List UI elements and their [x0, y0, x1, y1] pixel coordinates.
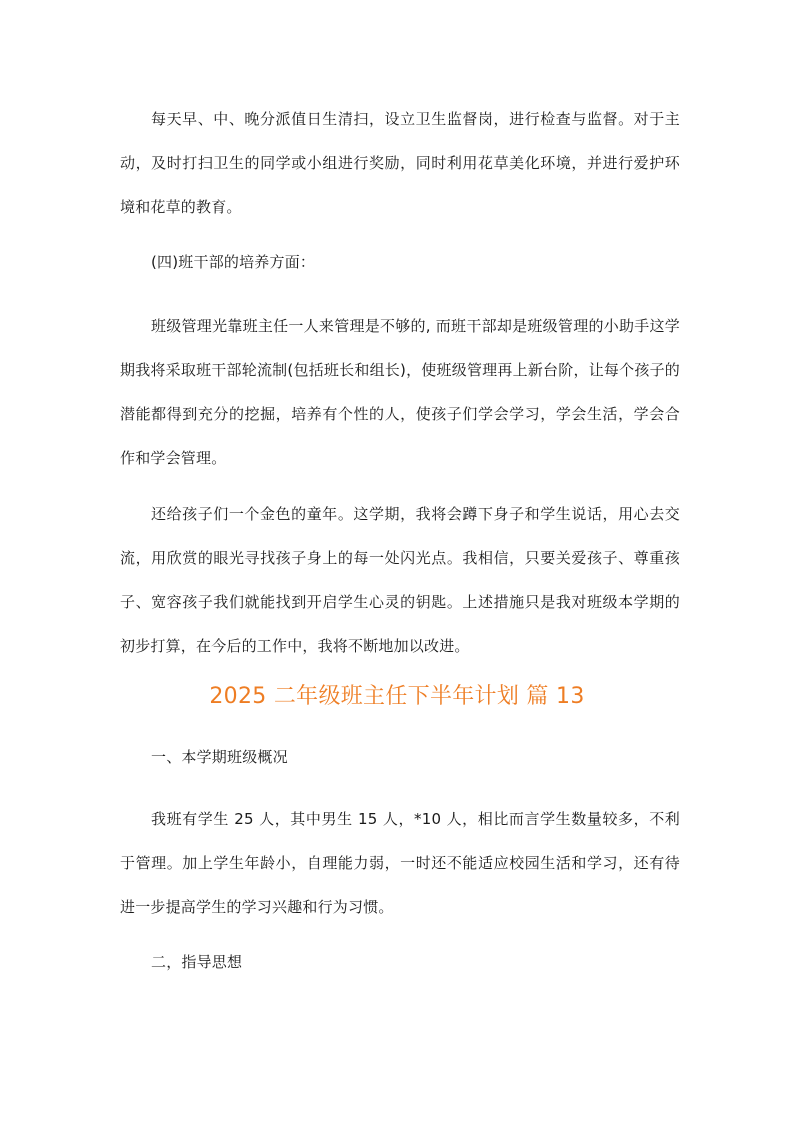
body-paragraph: 还给孩子们一个金色的童年。这学期，我将会蹲下身子和学生说话，用心去交流，用欣赏的眼光寻找孩子身上的每一处闪光点。我相信，只要关爱孩子、尊重孩子、宽容孩子我们就能找到开启学生心灵的钥匙。上述措施只是我对班级本学期的初步打算，在今后的工作中，我将不断地加以改进。	[120, 505, 680, 655]
section-title: 2025 二年级班主任下半年计划 篇 13	[209, 684, 585, 709]
body-paragraph: 我班有学生 25 人，其中男生 15 人，*10 人，相比而言学生数量较多，不利于管理。加上学生年龄小，自理能力弱，一时还不能适应校园生活和学习，还有待进一步提高学生的学习兴趣和行为习惯。	[120, 810, 680, 916]
subsection-heading: 二，指导思想	[151, 953, 243, 971]
body-paragraph: 班级管理光靠班主任一人来管理是不够的, 而班干部却是班级管理的小助手这学期我将采取班干部轮流制(包括班长和组长)，使班级管理再上新台阶，让每个孩子的潜能都得到充分的挖掘，培养有个性的人，使孩子们学会学习，学会生活，学会合作和学会管理。	[120, 317, 680, 467]
subsection-heading: 一、本学期班级概况	[151, 748, 288, 766]
body-paragraph: 每天早、中、晚分派值日生清扫，设立卫生监督岗，进行检查与监督。对于主动，及时打扫卫生的同学或小组进行奖励，同时利用花草美化环境，并进行爱护环境和花草的教育。	[120, 110, 680, 216]
subsection-heading: (四)班干部的培养方面：	[151, 253, 316, 271]
